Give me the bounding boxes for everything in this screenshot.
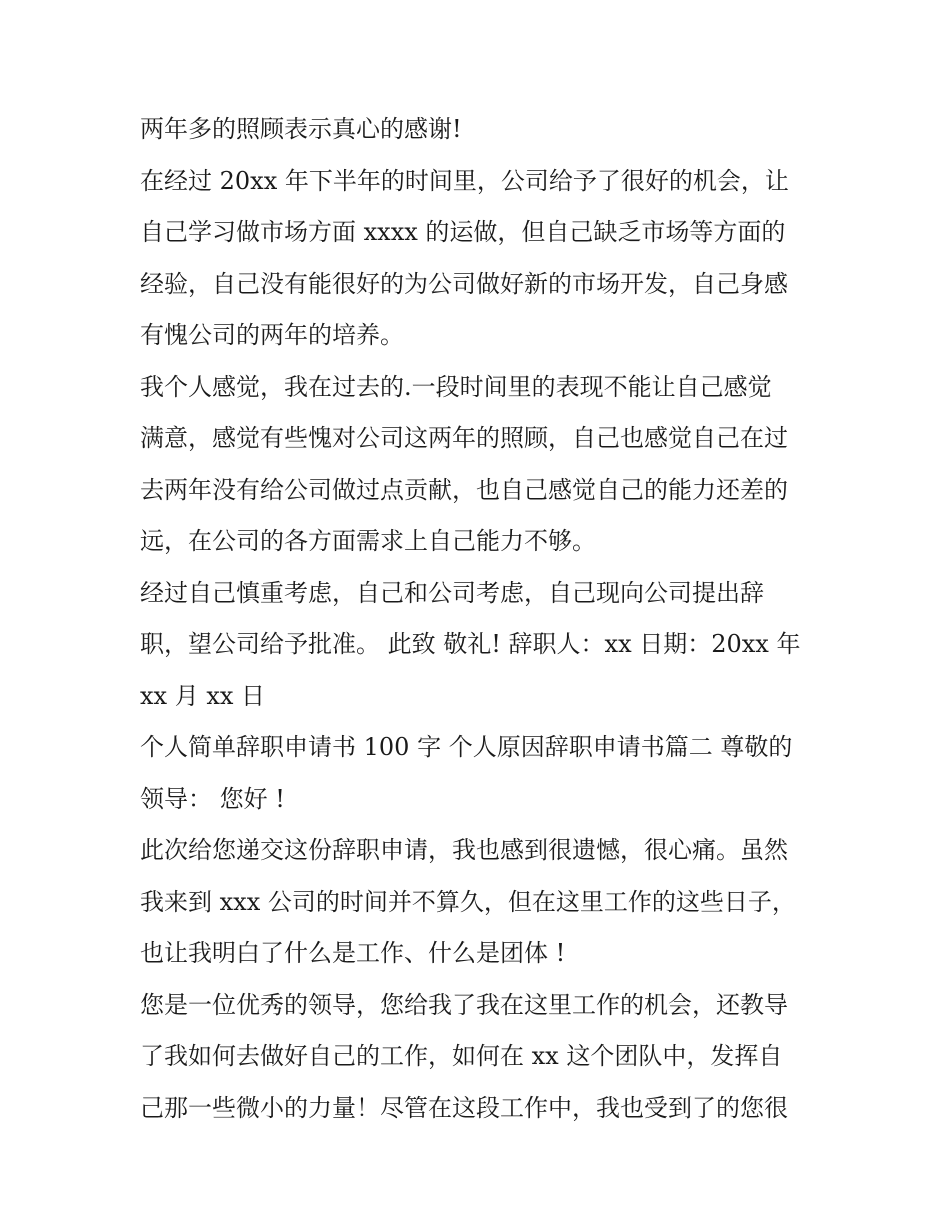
text-line: 经过自己慎重考虑，自己和公司考虑，自己现向公司提出辞 — [140, 578, 764, 607]
text-line: 职，望公司给予批准。 此致 敬礼! 辞职人：xx 日期：20xx 年 — [140, 630, 801, 658]
text-line: 个人简单辞职申请书 100 字 个人原因辞职申请书篇二 尊敬的 — [140, 733, 793, 761]
document-body — [140, 104, 820, 1134]
text-line: 此次给您递交这份辞职申请，我也感到很遗憾，很心痛。虽然 — [140, 836, 788, 864]
text-line: 我来到 xxx 公司的时间并不算久，但在这里工作的这些日子， — [140, 887, 796, 916]
text-line: 也让我明白了什么是工作、什么是团体 ! — [140, 939, 566, 967]
text-line: 了我如何去做好自己的工作，如何在 xx 这个团队中，发挥自 — [140, 1042, 783, 1070]
text-line: 我个人感觉，我在过去的.一段时间里的表现不能让自己感觉 — [140, 372, 772, 401]
text-line: xx 月 xx 日 — [140, 681, 266, 710]
text-line: 远，在公司的各方面需求上自己能力不够。 — [140, 527, 596, 555]
text-line: 去两年没有给公司做过点贡献，也自己感觉自己的能力还差的 — [140, 475, 788, 504]
text-line: 满意，感觉有些愧对公司这两年的照顾，自己也感觉自己在过 — [140, 424, 788, 452]
text-line: 己那一些微小的力量！尽管在这段工作中，我也受到了的您很 — [140, 1093, 788, 1122]
text-line: 有愧公司的两年的培养。 — [140, 321, 404, 349]
text-line: 在经过 20xx 年下半年的时间里，公司给予了很好的机会，让 — [140, 166, 789, 195]
text-line: 您是一位优秀的领导，您给我了我在这里工作的机会，还教导 — [140, 990, 788, 1019]
text-line: 自己学习做市场方面 xxxx 的运做，但自己缺乏市场等方面的 — [140, 218, 786, 246]
text-line: 经验，自己没有能很好的为公司做好新的市场开发，自己身感 — [140, 269, 788, 298]
text-line: 领导： 您好 ! — [140, 784, 285, 813]
text-line: 两年多的照顾表示真心的感谢! — [140, 115, 462, 143]
